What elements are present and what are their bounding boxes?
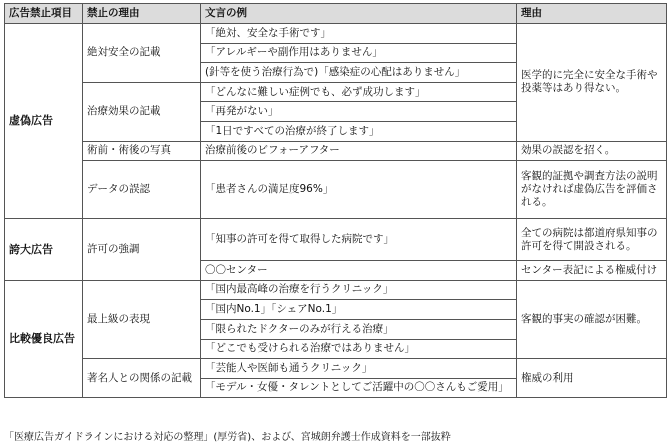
example-cell: 「絶対、安全な手術です」 (201, 24, 517, 44)
example-cell: 「どこでも受けられる治療ではありません」 (201, 339, 517, 359)
example-cell: 「患者さんの満足度96%」 (201, 161, 517, 219)
explanation-superlative: 客観的事実の確認が困難。 (517, 280, 667, 358)
table-row (5, 359, 667, 379)
category-false-ad: 虚偽広告 (5, 24, 83, 219)
table-row (5, 219, 667, 261)
table-row (5, 161, 667, 219)
header-cell: 広告禁止項目 (5, 4, 83, 24)
reason-treatment-effect: 治療効果の記載 (83, 82, 201, 141)
table-row (5, 141, 667, 161)
table-row (5, 280, 667, 300)
table-row (5, 24, 667, 44)
example-cell: 「どんなに難しい症例でも、必ず成功します」 (201, 82, 517, 102)
category-comparative-ad: 比較優良広告 (5, 280, 83, 398)
reason-superlative: 最上級の表現 (83, 280, 201, 358)
header-cell: 文言の例 (201, 4, 517, 24)
example-cell: (針等を使う治療行為で)「感染症の心配はありません」 (201, 63, 517, 83)
explanation-safety: 医学的に完全に安全な手術や投薬等はあり得ない。 (517, 24, 667, 142)
category-exaggerated-ad: 誇大広告 (5, 219, 83, 281)
explanation-data: 客観的証拠や調査方法の説明がなければ虚偽広告を評価される。 (517, 161, 667, 219)
example-cell: 「アレルギーや副作用はありません」 (201, 43, 517, 63)
explanation-center: センター表記による権威付け (517, 261, 667, 281)
example-cell: 「再発がない」 (201, 102, 517, 122)
example-cell: 「知事の許可を得て取得した病院です」 (201, 219, 517, 261)
reason-data-error: データの誤認 (83, 161, 201, 219)
example-cell: 「モデル・女優・タレントとしてご活躍中の〇〇さんもご愛用」 (201, 378, 517, 398)
reason-absolute-safety: 絶対安全の記載 (83, 24, 201, 83)
example-cell: 「限られたドクターのみが行える治療」 (201, 319, 517, 339)
reason-celebrity-relation: 著名人との関係の記載 (83, 359, 201, 398)
reason-before-after-photo: 術前・術後の写真 (83, 141, 201, 161)
explanation-celebrity: 権威の利用 (517, 359, 667, 398)
explanation-photo: 効果の誤認を招く。 (517, 141, 667, 161)
header-cell: 理由 (517, 4, 667, 24)
table-header-row (5, 4, 667, 24)
example-cell: 「芸能人や医師も通うクリニック」 (201, 359, 517, 379)
example-cell: 「国内No.1」「シェアNo.1」 (201, 300, 517, 320)
example-cell: 「1日ですべての治療が終了します」 (201, 121, 517, 141)
header-cell: 禁止の理由 (83, 4, 201, 24)
reason-permission-emphasis: 許可の強調 (83, 219, 201, 281)
ad-restriction-table (4, 3, 667, 398)
example-cell: 〇〇センター (201, 261, 517, 281)
example-cell: 「国内最高峰の治療を行うクリニック」 (201, 280, 517, 300)
explanation-permission: 全ての病院は都道府県知事の許可を得て開設される。 (517, 219, 667, 261)
source-footnote: 「医療広告ガイドラインにおける対応の整理」(厚労省)、および、宮城朗弁護士作成資料を一部抜粋 (4, 432, 451, 443)
example-cell: 治療前後のビフォーアフター (201, 141, 517, 161)
